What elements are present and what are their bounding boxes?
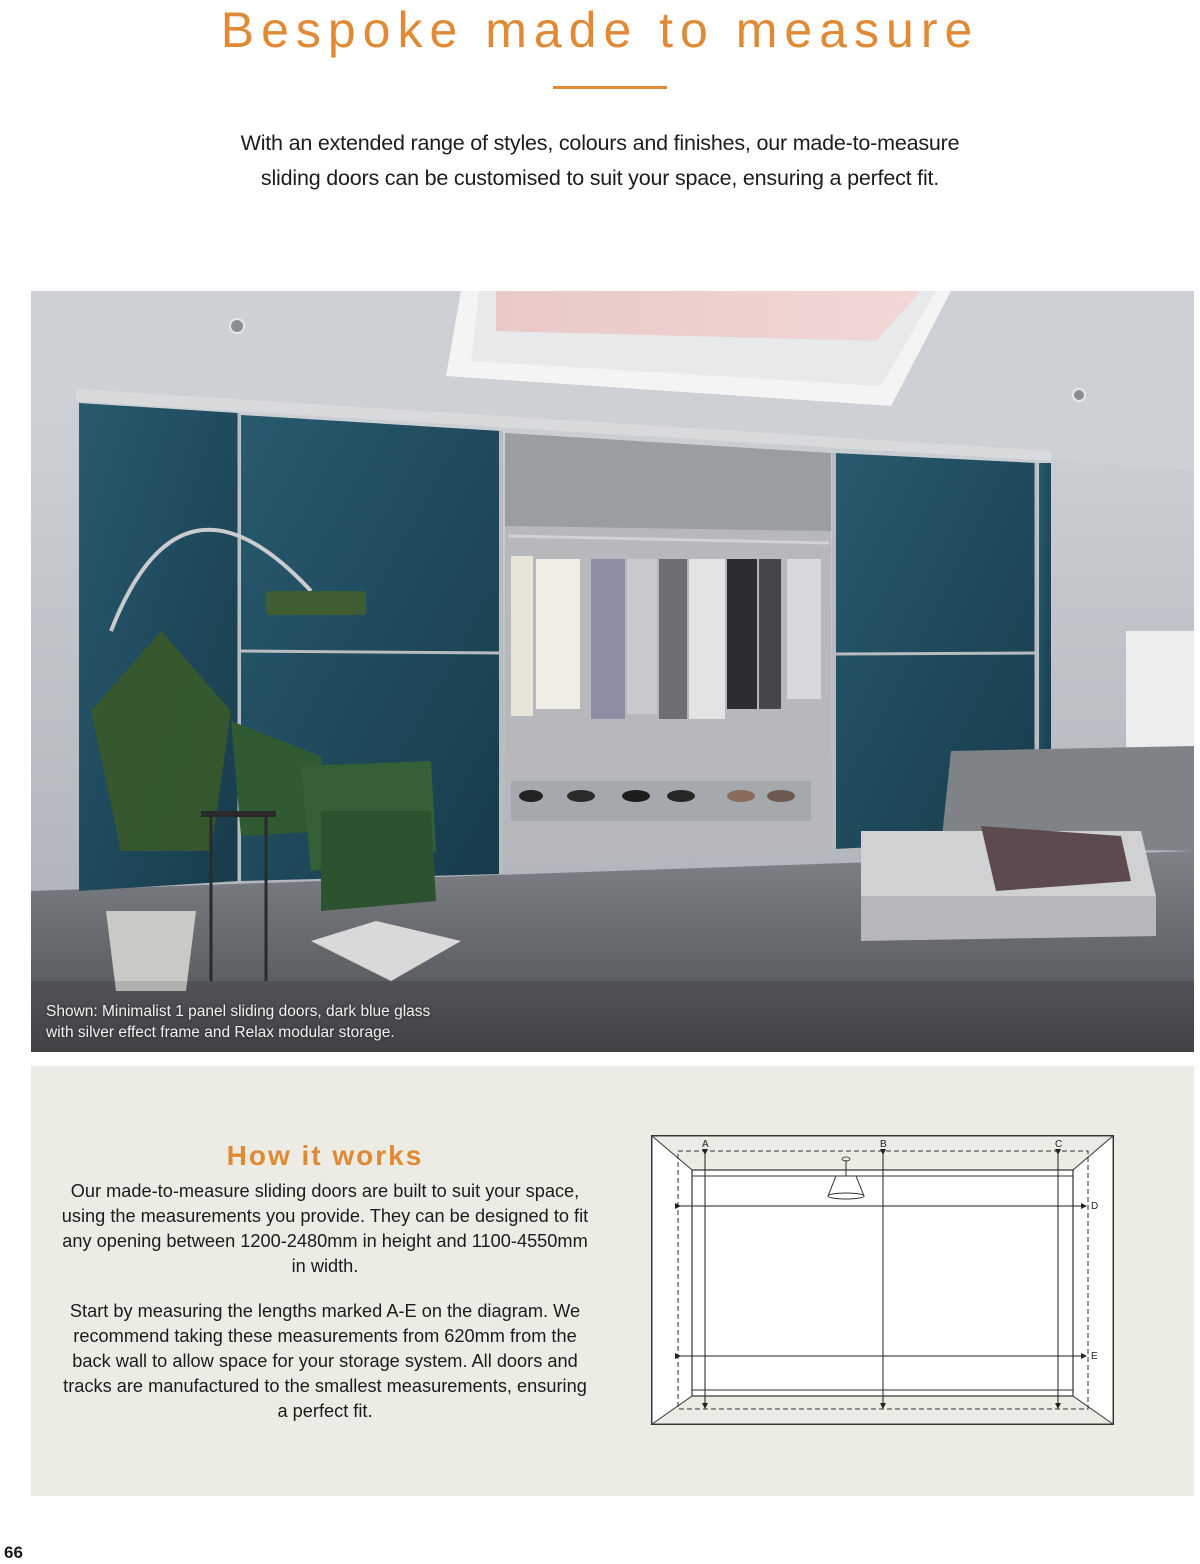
page-number: 66: [4, 1543, 23, 1562]
label-a: A: [702, 1139, 709, 1150]
label-d: D: [1091, 1201, 1099, 1212]
photo-illustration: [31, 291, 1194, 1052]
intro-text: [150, 126, 1050, 196]
label-c: C: [1055, 1139, 1063, 1150]
photo-caption: [46, 1001, 430, 1043]
caption-line-2: with silver effect frame and Relax modular storage.: [46, 1024, 395, 1041]
title-divider: [553, 86, 667, 89]
page-title: Bespoke made to measure: [220, 2, 980, 58]
how-it-works-paragraph-1: Our made-to-measure sliding doors are built to suit your space, using the measurements you provide. They can be designed to fit any opening between 1200-2480mm in height and 1100-4550mm in width.: [61, 1181, 589, 1276]
intro-line-2: sliding doors can be customised to suit your space, ensuring a perfect fit.: [260, 166, 940, 190]
measurement-diagram: [650, 1134, 1115, 1426]
bedroom-wardrobe-photo: [31, 291, 1194, 1052]
how-it-works-heading: How it works: [226, 1140, 424, 1171]
how-it-works-paragraph-2: Start by measuring the lengths marked A-E on the diagram. We recommend taking these measurements from 620mm from the back wall to allow space for your storage system. All doors and tracks are manufactured to the smallest measurements, ensuring a perfect fit.: [63, 1301, 587, 1421]
label-e: E: [1091, 1351, 1098, 1362]
intro-line-1: With an extended range of styles, colours and finishes, our made-to-measure: [240, 131, 960, 155]
caption-line-1: Shown: Minimalist 1 panel sliding doors, dark blue glass: [46, 1003, 431, 1020]
label-b: B: [880, 1139, 887, 1150]
